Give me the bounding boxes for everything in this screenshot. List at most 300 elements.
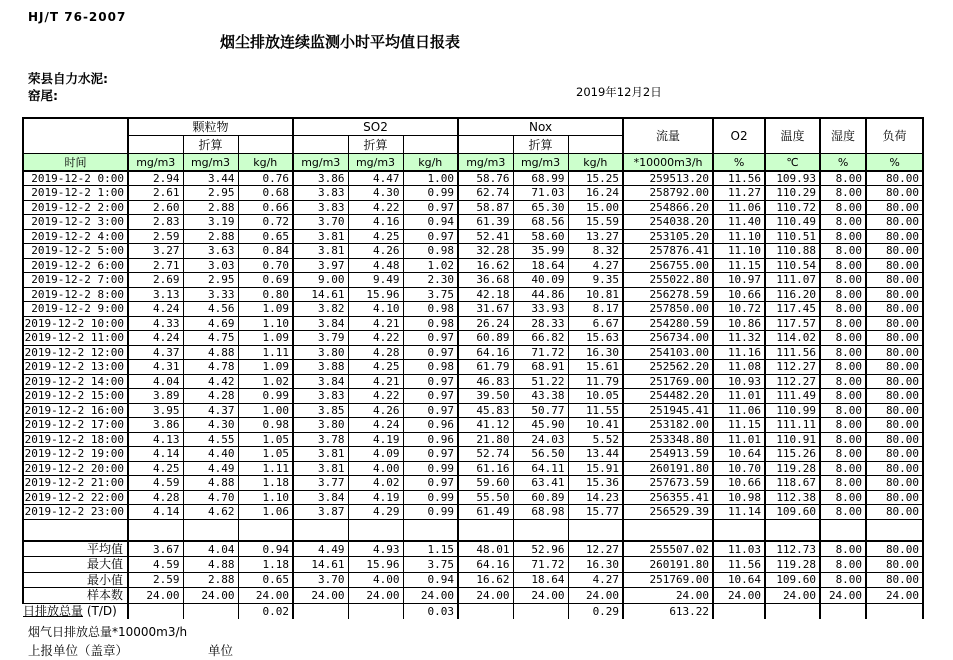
cell: 110.72 (765, 200, 820, 215)
row-label-cell: 2019-12-2 14:00 (23, 374, 128, 389)
cell: 39.50 (458, 389, 513, 404)
cell: 4.22 (348, 389, 403, 404)
spacer-cell (293, 136, 348, 154)
cell: 8.00 (820, 316, 866, 331)
cell: 8.00 (820, 200, 866, 215)
unit-pm-kg: kg/h (238, 154, 293, 172)
cell: 8.00 (820, 229, 866, 244)
cell: 255507.02 (623, 541, 713, 557)
cell: 80.00 (866, 447, 923, 462)
cell: 258792.00 (623, 186, 713, 201)
cell: 1.05 (238, 447, 293, 462)
cell (765, 603, 820, 619)
spacer-cell (403, 136, 458, 154)
cell: 259513.20 (623, 171, 713, 186)
table-row (23, 200, 923, 215)
unit-so2-kg: kg/h (403, 154, 458, 172)
cell: 11.01 (713, 389, 765, 404)
cell: 3.81 (293, 461, 348, 476)
cell: 3.86 (293, 171, 348, 186)
cell: 2.88 (183, 572, 238, 588)
row-label-cell: 2019-12-2 4:00 (23, 229, 128, 244)
cell: 16.24 (568, 186, 623, 201)
cell (623, 519, 713, 541)
cell: 112.27 (765, 360, 820, 375)
cell: 3.82 (293, 302, 348, 317)
cell: 51.22 (513, 374, 568, 389)
table-row (23, 273, 923, 288)
cell: 1.11 (238, 345, 293, 360)
table-row (23, 461, 923, 476)
row-label-cell: 2019-12-2 17:00 (23, 418, 128, 433)
cell: 56.50 (513, 447, 568, 462)
unit-label: 单位 (208, 643, 234, 658)
cell: 3.67 (128, 541, 183, 557)
cell: 4.26 (348, 244, 403, 259)
cell: 118.67 (765, 476, 820, 491)
row-label-cell: 平均值 (23, 541, 128, 557)
cell: 10.64 (713, 572, 765, 588)
cell: 4.00 (348, 572, 403, 588)
cell: 24.00 (458, 588, 513, 604)
cell: 119.28 (765, 557, 820, 573)
cell: 2.59 (128, 229, 183, 244)
table-row (23, 588, 923, 604)
cell: 15.36 (568, 476, 623, 491)
cell: 10.72 (713, 302, 765, 317)
cell: 4.04 (183, 541, 238, 557)
cell: 4.30 (348, 186, 403, 201)
cell: 3.84 (293, 316, 348, 331)
cell: 4.28 (128, 490, 183, 505)
cell: 3.83 (293, 186, 348, 201)
cell: 44.86 (513, 287, 568, 302)
cell: 0.80 (238, 287, 293, 302)
cell: 4.09 (348, 447, 403, 462)
cell: 0.97 (403, 389, 458, 404)
cell: 4.19 (348, 490, 403, 505)
row-label-cell: 2019-12-2 8:00 (23, 287, 128, 302)
cell: 14.23 (568, 490, 623, 505)
spacer-cell (128, 136, 183, 154)
cell: 80.00 (866, 505, 923, 520)
cell: 71.03 (513, 186, 568, 201)
cell: 4.42 (183, 374, 238, 389)
cell: 8.00 (820, 432, 866, 447)
cell: 9.49 (348, 273, 403, 288)
cell: 0.94 (403, 215, 458, 230)
cell (866, 519, 923, 541)
cell: 10.98 (713, 490, 765, 505)
cell: 45.90 (513, 418, 568, 433)
cell: 3.95 (128, 403, 183, 418)
cell: 13.27 (568, 229, 623, 244)
cell: 64.16 (458, 557, 513, 573)
cell: 8.00 (820, 302, 866, 317)
cell: 8.00 (820, 461, 866, 476)
cell (403, 519, 458, 541)
cell (348, 519, 403, 541)
cell: 4.59 (128, 476, 183, 491)
cell: 111.56 (765, 345, 820, 360)
cell: 0.98 (238, 418, 293, 433)
cell: 24.00 (348, 588, 403, 604)
cell: 58.87 (458, 200, 513, 215)
cell: 80.00 (866, 186, 923, 201)
cell: 1.09 (238, 360, 293, 375)
row-label-cell: 日排放总量 (T/D) (23, 603, 128, 619)
cell: 117.45 (765, 302, 820, 317)
cell: 50.77 (513, 403, 568, 418)
cell: 0.65 (238, 229, 293, 244)
header-units-row (23, 154, 923, 172)
cell: 2.59 (128, 572, 183, 588)
cell: 4.24 (128, 331, 183, 346)
table-row (23, 432, 923, 447)
cell: 24.03 (513, 432, 568, 447)
cell: 80.00 (866, 302, 923, 317)
cell: 63.41 (513, 476, 568, 491)
cell: 8.00 (820, 505, 866, 520)
cell: 4.25 (348, 229, 403, 244)
cell: 613.22 (623, 603, 713, 619)
cell: 24.00 (513, 588, 568, 604)
report-table (22, 117, 924, 619)
cell: 4.30 (183, 418, 238, 433)
cell: 4.22 (348, 200, 403, 215)
cell: 3.89 (128, 389, 183, 404)
table-row (23, 287, 923, 302)
cell: 4.48 (348, 258, 403, 273)
cell: 1.15 (403, 541, 458, 557)
table-row (23, 505, 923, 520)
cell: 0.99 (403, 490, 458, 505)
cell: 4.37 (128, 345, 183, 360)
cell: 10.64 (713, 447, 765, 462)
table-row (23, 572, 923, 588)
cell: 4.25 (128, 461, 183, 476)
cell: 252562.20 (623, 360, 713, 375)
cell: 109.60 (765, 572, 820, 588)
table-body (23, 171, 923, 619)
cell: 110.99 (765, 403, 820, 418)
row-label-cell: 2019-12-2 1:00 (23, 186, 128, 201)
cell: 4.27 (568, 258, 623, 273)
col-header-time: 时间 (23, 154, 128, 172)
cell: 2.88 (183, 200, 238, 215)
cell: 11.56 (713, 557, 765, 573)
row-label-cell: 2019-12-2 12:00 (23, 345, 128, 360)
cell: 4.40 (183, 447, 238, 462)
cell: 35.99 (513, 244, 568, 259)
cell: 110.51 (765, 229, 820, 244)
page-title: 烟尘排放连续监测小时平均值日报表 (219, 33, 460, 51)
cell: 13.44 (568, 447, 623, 462)
cell: 59.60 (458, 476, 513, 491)
cell: 256734.00 (623, 331, 713, 346)
cell: 8.00 (820, 215, 866, 230)
cell: 3.44 (183, 171, 238, 186)
cell: 3.63 (183, 244, 238, 259)
cell: 253348.80 (623, 432, 713, 447)
cell: 0.70 (238, 258, 293, 273)
cell: 4.02 (348, 476, 403, 491)
table-row (23, 244, 923, 259)
row-label-cell: 最大值 (23, 557, 128, 573)
table-row (23, 215, 923, 230)
cell: 61.16 (458, 461, 513, 476)
cell: 0.97 (403, 374, 458, 389)
cell: 3.75 (403, 287, 458, 302)
cell: 2.71 (128, 258, 183, 273)
cell: 65.30 (513, 200, 568, 215)
spacer-cell (458, 136, 513, 154)
cell: 1.18 (238, 557, 293, 573)
cell: 110.29 (765, 186, 820, 201)
unit-humidity: % (820, 154, 866, 172)
cell: 4.31 (128, 360, 183, 375)
cell: 2.61 (128, 186, 183, 201)
cell (820, 603, 866, 619)
cell: 10.97 (713, 273, 765, 288)
cell: 10.41 (568, 418, 623, 433)
unit-o2: % (713, 154, 765, 172)
cell: 4.24 (348, 418, 403, 433)
cell: 0.65 (238, 572, 293, 588)
cell: 9.00 (293, 273, 348, 288)
cell: 80.00 (866, 316, 923, 331)
cell: 80.00 (866, 418, 923, 433)
cell: 4.26 (348, 403, 403, 418)
cell: 11.55 (568, 403, 623, 418)
unit-temp: ℃ (765, 154, 820, 172)
cell: 4.55 (183, 432, 238, 447)
cell: 8.32 (568, 244, 623, 259)
cell: 4.33 (128, 316, 183, 331)
cell: 110.88 (765, 244, 820, 259)
cell: 4.14 (128, 505, 183, 520)
cell: 4.27 (568, 572, 623, 588)
cell: 0.97 (403, 229, 458, 244)
cell: 18.64 (513, 572, 568, 588)
cell: 254038.20 (623, 215, 713, 230)
cell: 112.38 (765, 490, 820, 505)
standard-code: HJ/T 76-2007 (28, 10, 127, 24)
cell: 31.67 (458, 302, 513, 317)
row-label-cell: 2019-12-2 0:00 (23, 171, 128, 186)
table-row (23, 374, 923, 389)
cell: 4.24 (128, 302, 183, 317)
cell: 10.05 (568, 389, 623, 404)
cell (458, 519, 513, 541)
cell: 3.97 (293, 258, 348, 273)
cell: 80.00 (866, 244, 923, 259)
cell: 11.01 (713, 432, 765, 447)
cell: 251769.00 (623, 374, 713, 389)
cell: 68.99 (513, 171, 568, 186)
cell: 4.14 (128, 447, 183, 462)
cell: 0.66 (238, 200, 293, 215)
cell: 80.00 (866, 432, 923, 447)
cell: 15.00 (568, 200, 623, 215)
cell: 64.16 (458, 345, 513, 360)
cell: 0.96 (403, 418, 458, 433)
cell: 43.38 (513, 389, 568, 404)
cell: 12.27 (568, 541, 623, 557)
cell: 112.27 (765, 374, 820, 389)
cell: 11.06 (713, 403, 765, 418)
cell (238, 519, 293, 541)
cell: 256355.41 (623, 490, 713, 505)
table-row (23, 389, 923, 404)
time-header-spacer (23, 118, 128, 154)
cell: 64.11 (513, 461, 568, 476)
cell: 3.33 (183, 287, 238, 302)
cell: 80.00 (866, 258, 923, 273)
report-unit-label: 上报单位（盖章） (28, 643, 129, 658)
cell (458, 603, 513, 619)
cell: 1.00 (238, 403, 293, 418)
table-row (23, 403, 923, 418)
cell: 40.09 (513, 273, 568, 288)
col-header-flow: 流量 (623, 118, 713, 154)
cell: 254103.00 (623, 345, 713, 360)
cell: 11.40 (713, 215, 765, 230)
cell: 24.00 (128, 588, 183, 604)
row-label-cell: 2019-12-2 18:00 (23, 432, 128, 447)
cell: 24.00 (623, 588, 713, 604)
cell: 4.75 (183, 331, 238, 346)
cell: 8.00 (820, 360, 866, 375)
cell: 8.00 (820, 389, 866, 404)
cell: 24.00 (713, 588, 765, 604)
cell: 0.72 (238, 215, 293, 230)
cell: 0.97 (403, 476, 458, 491)
cell: 52.41 (458, 229, 513, 244)
cell: 80.00 (866, 331, 923, 346)
cell: 0.97 (403, 331, 458, 346)
cell: 254280.59 (623, 316, 713, 331)
cell (513, 603, 568, 619)
cell: 3.79 (293, 331, 348, 346)
cell: 111.49 (765, 389, 820, 404)
cell: 80.00 (866, 476, 923, 491)
row-label-cell: 2019-12-2 5:00 (23, 244, 128, 259)
cell: 4.28 (348, 345, 403, 360)
cell: 0.84 (238, 244, 293, 259)
row-label-cell: 2019-12-2 16:00 (23, 403, 128, 418)
table-row (23, 302, 923, 317)
cell: 24.00 (403, 588, 458, 604)
cell (713, 519, 765, 541)
cell: 4.49 (183, 461, 238, 476)
cell: 6.67 (568, 316, 623, 331)
unit-flow: *10000m3/h (623, 154, 713, 172)
row-label-cell: 2019-12-2 6:00 (23, 258, 128, 273)
site-label: 窑尾: (28, 88, 58, 103)
cell: 8.00 (820, 557, 866, 573)
cell: 3.85 (293, 403, 348, 418)
cell: 4.59 (128, 557, 183, 573)
col-header-pm: 颗粒物 (128, 118, 293, 136)
cell: 80.00 (866, 461, 923, 476)
unit-so2-conv-mg: mg/m3 (348, 154, 403, 172)
cell: 109.60 (765, 505, 820, 520)
cell: 4.62 (183, 505, 238, 520)
cell: 26.24 (458, 316, 513, 331)
cell: 4.04 (128, 374, 183, 389)
cell: 80.00 (866, 490, 923, 505)
cell: 0.02 (238, 603, 293, 619)
cell: 1.06 (238, 505, 293, 520)
unit-nox-conv-mg: mg/m3 (513, 154, 568, 172)
cell: 0.98 (403, 244, 458, 259)
cell (293, 519, 348, 541)
cell: 3.27 (128, 244, 183, 259)
cell: 8.00 (820, 331, 866, 346)
table-row (23, 557, 923, 573)
col-header-o2: O2 (713, 118, 765, 154)
cell: 80.00 (866, 557, 923, 573)
cell: 4.19 (348, 432, 403, 447)
cell: 14.61 (293, 557, 348, 573)
cell: 4.47 (348, 171, 403, 186)
footer-note: 烟气日排放总量*10000m3/h (28, 625, 188, 639)
cell: 16.62 (458, 572, 513, 588)
cell: 1.11 (238, 461, 293, 476)
cell: 16.30 (568, 345, 623, 360)
cell: 2.30 (403, 273, 458, 288)
row-label-cell: 最小值 (23, 572, 128, 588)
cell: 10.70 (713, 461, 765, 476)
cell: 10.86 (713, 316, 765, 331)
cell: 110.54 (765, 258, 820, 273)
cell: 0.97 (403, 345, 458, 360)
cell: 4.56 (183, 302, 238, 317)
header-group-row (23, 118, 923, 136)
cell: 251769.00 (623, 572, 713, 588)
cell: 1.10 (238, 490, 293, 505)
cell: 80.00 (866, 541, 923, 557)
cell: 11.15 (713, 418, 765, 433)
cell: 4.93 (348, 541, 403, 557)
cell: 15.25 (568, 171, 623, 186)
cell: 11.06 (713, 200, 765, 215)
cell: 3.81 (293, 244, 348, 259)
cell: 3.87 (293, 505, 348, 520)
cell: 16.30 (568, 557, 623, 573)
cell: 45.83 (458, 403, 513, 418)
cell (513, 519, 568, 541)
cell: 24.00 (765, 588, 820, 604)
cell: 10.81 (568, 287, 623, 302)
cell: 61.39 (458, 215, 513, 230)
cell: 8.00 (820, 403, 866, 418)
cell: 11.03 (713, 541, 765, 557)
cell: 8.00 (820, 418, 866, 433)
cell: 257876.41 (623, 244, 713, 259)
cell: 110.91 (765, 432, 820, 447)
cell: 257850.00 (623, 302, 713, 317)
table-row (23, 229, 923, 244)
row-label-cell: 2019-12-2 23:00 (23, 505, 128, 520)
cell: 4.88 (183, 345, 238, 360)
table-row (23, 316, 923, 331)
cell: 68.98 (513, 505, 568, 520)
cell: 15.77 (568, 505, 623, 520)
unit-so2-mg: mg/m3 (293, 154, 348, 172)
cell: 80.00 (866, 572, 923, 588)
